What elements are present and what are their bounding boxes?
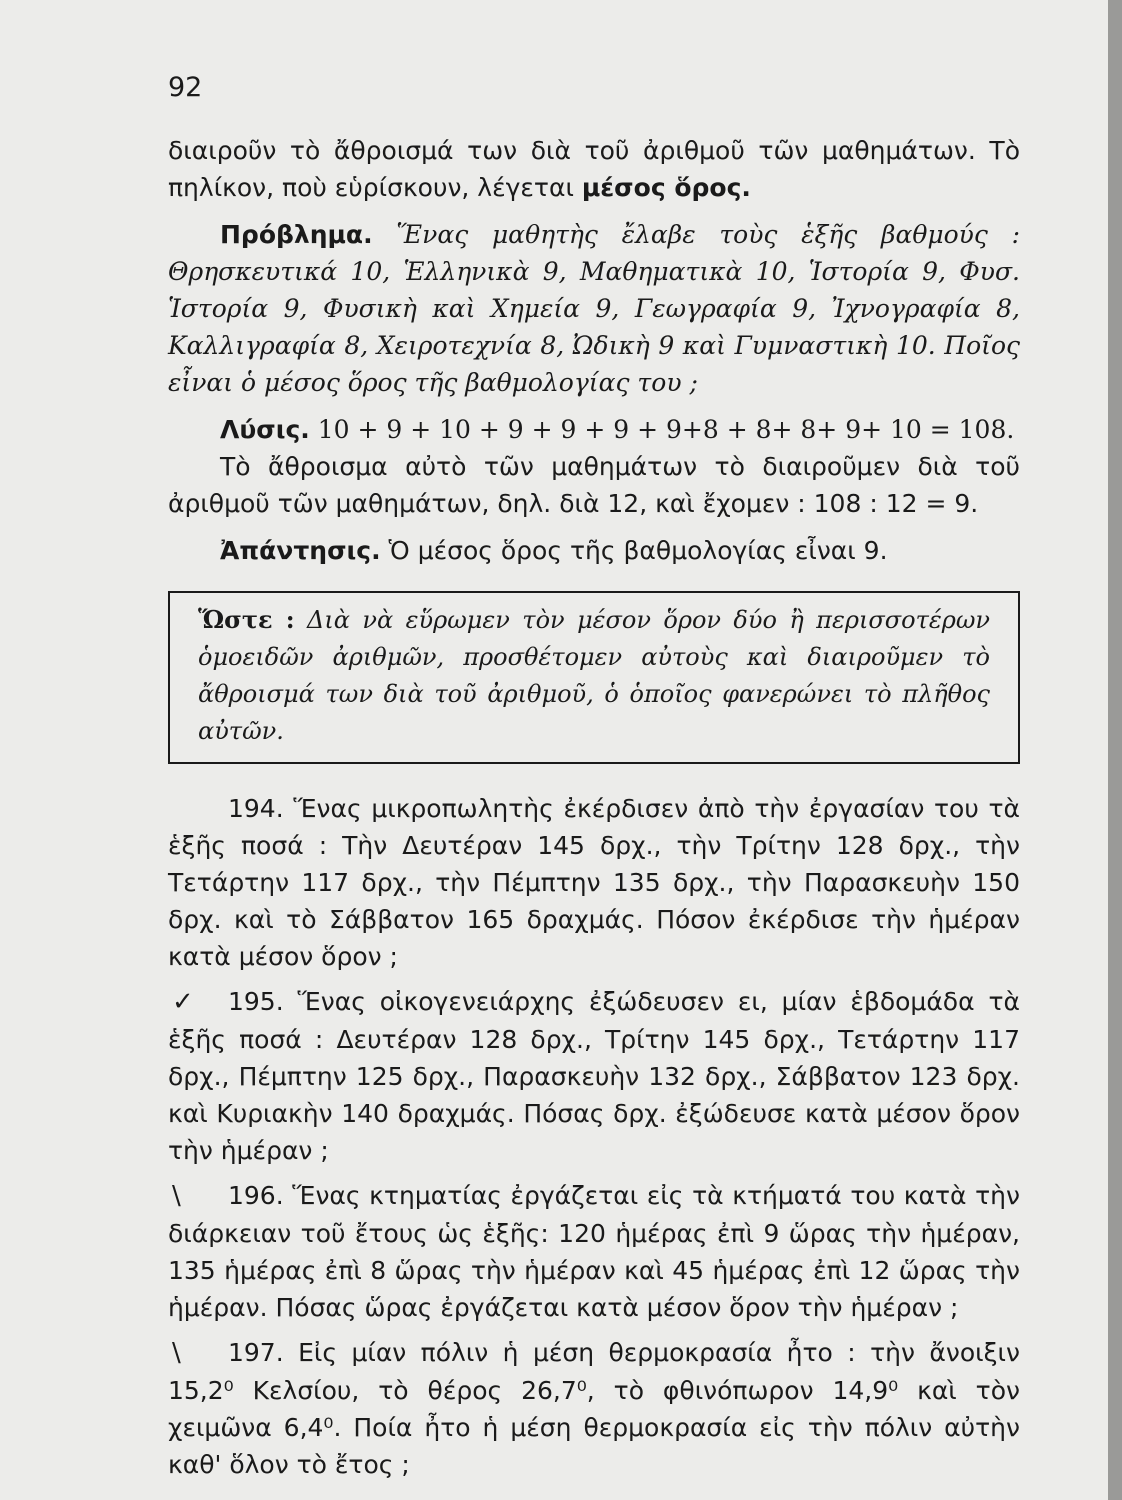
answer-text: Ὁ μέσος ὅρος τῆς βαθμολογίας εἶναι 9. <box>380 536 888 565</box>
solution-explanation: Τὸ ἄθροισμα αὐτὸ τῶν μαθημάτων τὸ διαιροῦμεν διὰ τοῦ ἀριθμοῦ τῶν μαθημάτων, δηλ. διὰ 12, καὶ ἔχομεν : 108 : 12 = 9. <box>168 452 1020 518</box>
exercise-196 <box>168 1177 1020 1326</box>
page-number: 92 <box>168 72 203 103</box>
pencil-mark-icon: \ <box>172 1338 181 1368</box>
exercise-text: 197. Εἰς μίαν πόλιν ἡ μέση θερμοκρασία ἦτο : τὴν ἄνοιξιν 15,2⁰ Κελσίου, τὸ θέρος 26,7⁰, τὸ φθινόπωρον 14,9⁰ καὶ τὸν χειμῶνα 6,4⁰. Ποία ἦτο ἡ μέση θερμοκρασία εἰς τὴν πόλιν αὐτὴν καθ' ὅλον τὸ ἔτος ; <box>168 1338 1020 1479</box>
problem-label: Πρόβλημα. <box>220 220 373 249</box>
intro-term: μέσος ὅρος. <box>581 173 751 202</box>
problem-paragraph <box>168 216 1020 401</box>
intro-paragraph <box>168 132 1020 206</box>
rule-box <box>168 591 1020 764</box>
pencil-mark-icon: \ <box>172 1181 181 1211</box>
exercise-197 <box>168 1334 1020 1483</box>
answer-label: Ἀπάντησις. <box>220 536 381 565</box>
page-edge-shadow <box>1108 0 1122 1500</box>
exercise-text: 194. Ἕνας μικροπωλητὴς ἐκέρδισεν ἀπὸ τὴν ἐργασίαν του τὰ ἑξῆς ποσά : Τὴν Δευτέραν 145 δρχ., τὴν Τρίτην 128 δρχ., τὴν Τετάρτην 117 δρχ., τὴν Πέμπτην 135 δρχ., τὴν Παρασκευὴν 150 δρχ. καὶ τὸ Σάββατον 165 δραχμάς. Πόσον ἐκέρδισε τὴν ἡμέραν κατὰ μέσον ὅρον ; <box>168 794 1020 971</box>
exercise-text: 196. Ἕνας κτηματίας ἐργάζεται εἰς τὰ κτήματά του κατὰ τὴν διάρκειαν τοῦ ἔτους ὡς ἑξῆς: 120 ἡμέρας ἐπὶ 9 ὥρας τὴν ἡμέραν, 135 ἡμέρας ἐπὶ 8 ὥρας τὴν ἡμέραν καὶ 45 ἡμέρας ἐπὶ 12 ὥρας τὴν ἡμέραν. Πόσας ὥρας ἐργάζεται κατὰ μέσον ὅρον τὴν ἡμέραν ; <box>168 1181 1020 1322</box>
rule-text: Διὰ νὰ εὕρωμεν τὸν μέσον ὅρον δύο ἢ περισσοτέρων ὁμοειδῶν ἀριθμῶν, προσθέτομεν αὐτοὺς καὶ διαιροῦμεν τὸ ἄθροισμά των διὰ τοῦ ἀριθμοῦ, ὁ ὁποῖος φανερώνει τὸ πλῆθος αὐτῶν. <box>198 606 990 745</box>
exercise-text: 195. Ἕνας οἰκογενειάρχης ἐξώδευσεν ει, μίαν ἑβδομάδα τὰ ἑξῆς ποσά : Δευτέραν 128 δρχ., Τρίτην 145 δρχ., Τετάρτην 117 δρχ., Πέμπτην 125 δρχ., Παρασκευὴν 132 δρχ., Σάββατον 123 δρχ. καὶ Κυριακὴν 140 δραχμάς. Πόσας δρχ. ἐξώδευσε κατὰ μέσον ὅρον τὴν ἡμέραν ; <box>168 987 1020 1165</box>
problem-text: Ἕνας μαθητὴς ἔλαβε τοὺς ἑξῆς βαθμούς : Θρησκευτικά 10, Ἑλληνικὰ 9, Μαθηματικὰ 10, Ἱστορία 9, Φυσ. Ἱστορία 9, Φυσικὴ καὶ Χημεία 9, Γεωγραφία 9, Ἰχνογραφία 8, Καλλιγραφία 8, Χειροτεχνία 8, Ὠδικὴ 9 καὶ Γυμναστικὴ 10. Ποῖος εἶναι ὁ μέσος ὅρος τῆς βαθμολογίας του ; <box>168 220 1020 397</box>
solution-label: Λύσις. <box>220 415 310 444</box>
rule-lead: Ὥστε : <box>198 605 295 634</box>
solution-paragraph <box>168 411 1020 448</box>
solution-equation: 10 + 9 + 10 + 9 + 9 + 9 + 9+8 + 8+ 8+ 9+ 10 = 108. <box>309 415 1015 444</box>
exercise-194 <box>168 790 1020 975</box>
answer-paragraph <box>168 532 1020 569</box>
page-body <box>168 132 1020 1483</box>
check-mark-icon: ✓ <box>172 987 194 1017</box>
intro-text: διαιροῦν τὸ ἄθροισμά των διὰ τοῦ ἀριθμοῦ τῶν μαθημάτων. Τὸ πηλίκον, ποὺ εὑρίσκουν, λέγεται <box>168 136 1020 202</box>
exercise-195 <box>168 983 1020 1169</box>
